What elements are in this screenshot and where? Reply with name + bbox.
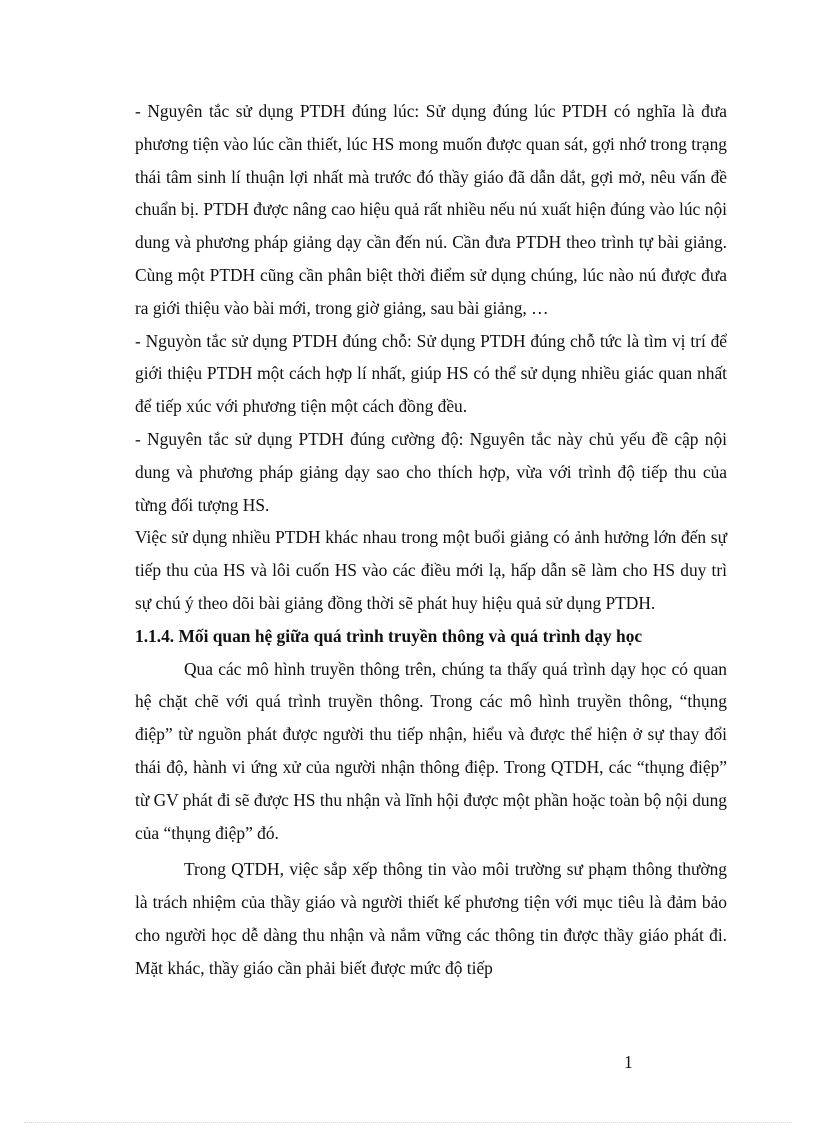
paragraph-multiple-media: Việc sử dụng nhiều PTDH khác nhau trong một buổi giảng có ảnh hưởng lớn đến sự tiếp thu của HS và lôi cuốn HS vào các điều mới lạ, hấp dẫn sẽ làm cho HS duy trì sự chú ý theo dõi bài giảng đồng thời sẽ phát huy hiệu quả sử dụng PTDH. — [135, 527, 727, 613]
paragraph-communication-models: Qua các mô hình truyền thông trên, chúng ta thấy quá trình dạy học có quan hệ chặt chẽ với quá trình truyền thông. Trong các mô hình truyền thông, “thụng điệp” từ nguồn phát được người thu tiếp nhận, hiểu và được thể hiện ở sự thay đổi thái độ, hành vi ứng xử của người nhận thông điệp. Trong QTDH, các “thụng điệp” từ GV phát đi sẽ được HS thu nhận và lĩnh hội được một phần hoặc toàn bộ nội dung của “thụng điệp” đó. — [135, 658, 727, 843]
paragraph-information-arrangement: Trong QTDH, việc sắp xếp thông tin vào môi trường sư phạm thông thường là trách nhiệm của thầy giáo và người thiết kế phương tiện với mục tiêu là đảm bảo cho người học dễ dàng thu nhận và nắm vững các thông tin được thầy giáo phát đi. Mặt khác, thầy giáo cần phải biết được mức độ tiếp — [135, 859, 727, 978]
paragraph-intensity-principle: - Nguyên tắc sử dụng PTDH đúng cường độ: Nguyên tắc này chủ yếu đề cập nội dung và phương pháp giảng dạy sao cho thích hợp, vừa với trình độ tiếp thu của từng đối tượng HS. — [135, 428, 727, 515]
document-body — [135, 95, 727, 985]
section-heading: 1.1.4. Mối quan hệ giữa quá trình truyền thông và quá trình dạy học — [135, 625, 643, 646]
paragraph-timing-principle: - Nguyên tắc sử dụng PTDH đúng lúc: Sử dụng đúng lúc PTDH có nghĩa là đưa phương tiện vào lúc cần thiết, lúc HS mong muốn được quan sát, gợi nhớ trong trạng thái tâm sinh lí thuận lợi nhất mà trước đó thầy giáo đã dẫn dắt, gợi mở, nêu vấn đề chuẩn bị. PTDH được nâng cao hiệu quả rất nhiều nếu nú xuất hiện đúng vào lúc nội dung và phương pháp giảng dạy cần đến nú. Cần đưa PTDH theo trình tự bài giảng. Cùng một PTDH cũng cần phân biệt thời điểm sử dụng chúng, lúc nào nú được đưa ra giới thiệu vào bài mới, trong giờ giảng, sau bài giảng, … — [135, 101, 727, 318]
paragraph-placement-principle: - Nguyòn tắc sử dụng PTDH đúng chỗ: Sử dụng PTDH đúng chỗ tức là tìm vị trí để giới thiệu PTDH một cách hợp lí nhất, giúp HS có thể sử dụng nhiều giác quan nhất để tiếp xúc với phương tiện một cách đồng đều. — [135, 330, 727, 417]
page-number: 1 — [624, 1052, 633, 1072]
